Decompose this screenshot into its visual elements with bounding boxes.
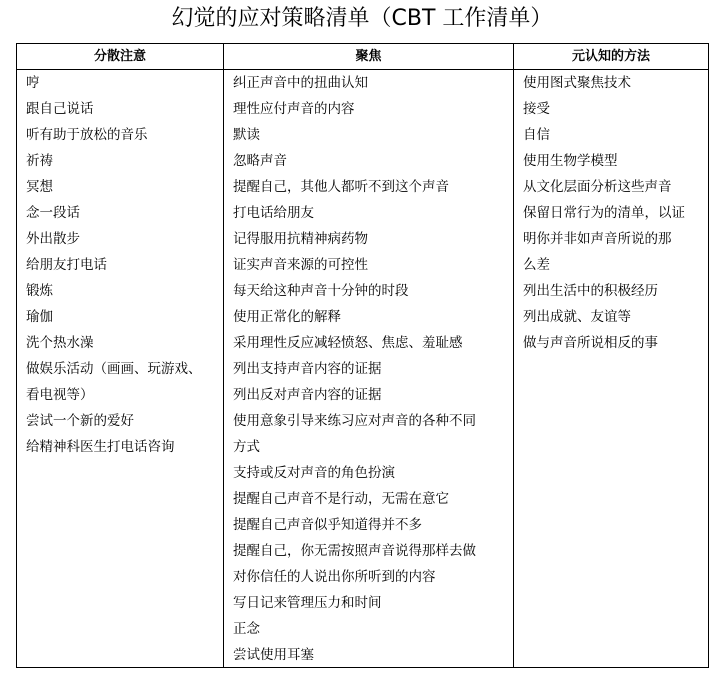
list-item: 列出支持声音内容的证据 bbox=[233, 361, 382, 377]
list-item: 正念 bbox=[233, 621, 260, 637]
list-item: 尝试一个新的爱好 bbox=[26, 413, 134, 429]
strategy-table bbox=[16, 43, 709, 668]
list-item: 洗个热水澡 bbox=[26, 335, 94, 351]
list-item: 理性应付声音的内容 bbox=[233, 101, 355, 117]
list-item: 明你并非如声音所说的那 bbox=[523, 231, 672, 247]
list-item: 做娱乐活动（画画、玩游戏、 bbox=[26, 361, 202, 377]
column-metacognitive bbox=[513, 44, 708, 667]
item-list bbox=[514, 70, 708, 356]
column-header: 分散注意 bbox=[17, 44, 223, 70]
list-item: 听有助于放松的音乐 bbox=[26, 127, 148, 143]
list-item: 方式 bbox=[233, 439, 260, 455]
list-item: 提醒自己，你无需按照声音说得那样去做 bbox=[233, 543, 476, 559]
list-item: 忽略声音 bbox=[233, 153, 287, 169]
list-item: 冥想 bbox=[26, 179, 53, 195]
list-item: 证实声音来源的可控性 bbox=[233, 257, 368, 273]
list-item: 自信 bbox=[523, 127, 550, 143]
list-item: 祈祷 bbox=[26, 153, 53, 169]
list-item: 纠正声音中的扭曲认知 bbox=[233, 75, 368, 91]
item-list bbox=[17, 70, 223, 460]
list-item: 记得服用抗精神病药物 bbox=[233, 231, 368, 247]
item-list bbox=[224, 70, 513, 668]
list-item: 打电话给朋友 bbox=[233, 205, 314, 221]
list-item: 使用生物学模型 bbox=[523, 153, 618, 169]
list-item: 尝试使用耳塞 bbox=[233, 647, 314, 663]
list-item: 哼 bbox=[26, 75, 40, 91]
column-header: 元认知的方法 bbox=[514, 44, 708, 70]
page-title: 幻觉的应对策略清单（CBT 工作清单） bbox=[171, 6, 553, 31]
list-item: 做与声音所说相反的事 bbox=[523, 335, 658, 351]
list-item: 列出生活中的积极经历 bbox=[523, 283, 658, 299]
list-item: 支持或反对声音的角色扮演 bbox=[233, 465, 395, 481]
list-item: 提醒自己，其他人都听不到这个声音 bbox=[233, 179, 449, 195]
list-item: 使用正常化的解释 bbox=[233, 309, 341, 325]
list-item: 使用意象引导来练习应对声音的各种不同 bbox=[233, 413, 476, 429]
list-item: 对你信任的人说出你所听到的内容 bbox=[233, 569, 436, 585]
list-item: 外出散步 bbox=[26, 231, 80, 247]
list-item: 保留日常行为的清单，以证 bbox=[523, 205, 685, 221]
list-item: 提醒自己声音似乎知道得并不多 bbox=[233, 517, 422, 533]
list-item: 看电视等） bbox=[26, 387, 94, 403]
list-item: 锻炼 bbox=[26, 283, 53, 299]
list-item: 给朋友打电话 bbox=[26, 257, 107, 273]
list-item: 么差 bbox=[523, 257, 550, 273]
list-item: 列出成就、友谊等 bbox=[523, 309, 631, 325]
list-item: 列出反对声音内容的证据 bbox=[233, 387, 382, 403]
list-item: 瑜伽 bbox=[26, 309, 53, 325]
column-distraction bbox=[17, 44, 223, 667]
list-item: 使用图式聚焦技术 bbox=[523, 75, 631, 91]
column-header: 聚焦 bbox=[224, 44, 513, 70]
list-item: 提醒自己声音不是行动，无需在意它 bbox=[233, 491, 449, 507]
list-item: 默读 bbox=[233, 127, 260, 143]
column-focusing bbox=[223, 44, 513, 667]
list-item: 从文化层面分析这些声音 bbox=[523, 179, 672, 195]
list-item: 念一段话 bbox=[26, 205, 80, 221]
list-item: 接受 bbox=[523, 101, 550, 117]
list-item: 给精神科医生打电话咨询 bbox=[26, 439, 175, 455]
list-item: 采用理性反应减轻愤怒、焦虑、羞耻感 bbox=[233, 335, 463, 351]
list-item: 每天给这种声音十分钟的时段 bbox=[233, 283, 409, 299]
list-item: 跟自己说话 bbox=[26, 101, 94, 117]
list-item: 写日记来管理压力和时间 bbox=[233, 595, 382, 611]
